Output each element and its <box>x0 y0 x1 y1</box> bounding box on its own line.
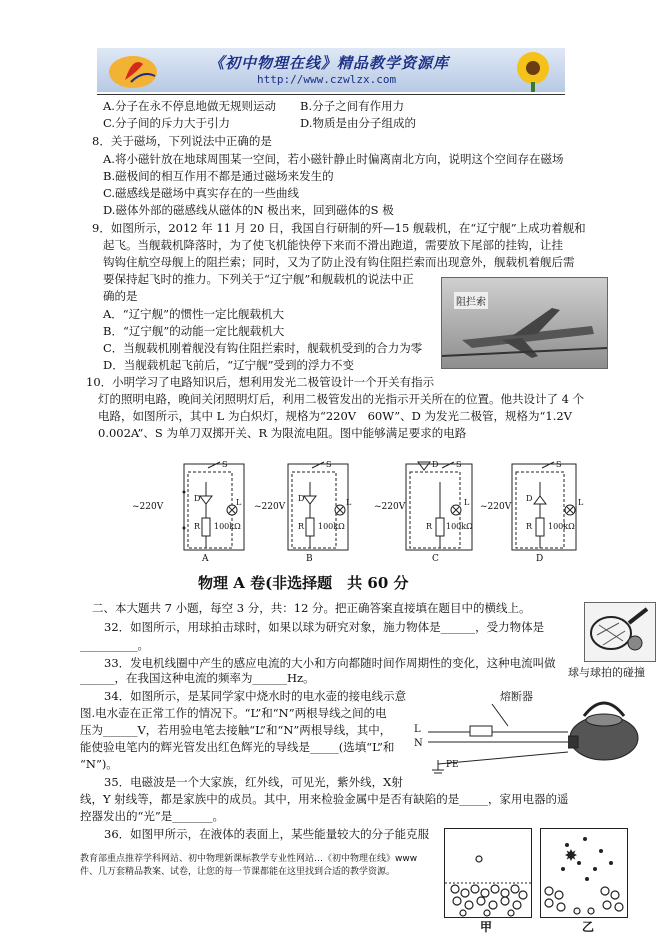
circuit-b-voltage: ~220V <box>254 502 286 512</box>
circuit-d-diagram <box>490 458 590 566</box>
q8-option-c: C.磁感线是磁场中真实存在的一些曲线 <box>103 186 300 200</box>
circuit-a-s: S <box>222 460 228 469</box>
q35-line3: 控器发出的“光”是_______。 <box>80 809 225 823</box>
molecules-jia-svg <box>445 829 531 917</box>
q34-line3: 压为______V，若用验电笔去接触“L”和“N”两根导线，其中， <box>80 723 392 737</box>
circuit-a-diagram <box>148 458 248 566</box>
logo-icon <box>103 50 193 90</box>
q9-option-a: A．“辽宁舰”的惯性一定比舰载机大 <box>103 307 285 321</box>
q9-option-b: B．“辽宁舰”的动能一定比舰载机大 <box>103 324 285 338</box>
q9-line2: 起飞。当舰载机降落时，为了使飞机能快停下来而不滑出跑道，需要放下尾部的挂钩，让挂 <box>103 238 563 252</box>
circuit-c-s: S <box>456 460 462 469</box>
header-title: 《初中物理在线》精品教学资源库 <box>209 54 450 72</box>
q10-line1: 10．小明学习了电路知识后，想利用发光二极管设计一个开关有指示 <box>86 375 435 389</box>
carrier-landing-photo <box>441 277 608 369</box>
circuit-c-d: D <box>432 460 439 469</box>
circuit-d-label: D <box>536 554 544 564</box>
sunflower-icon <box>501 48 565 92</box>
circuit-b-s: S <box>326 460 332 469</box>
circuit-a-voltage: ~220V <box>132 502 164 512</box>
q34-line1: 34．如图所示，是某同学家中烧水时的电水壶的接电线示意 <box>104 689 407 703</box>
circuit-d <box>480 458 590 570</box>
circuit-b-l: L <box>346 498 352 507</box>
footer-line2: 件、几万套精品教案、试卷，让您的每一节课都能在这里找到合适的教学资源。 <box>80 867 396 877</box>
q7-option-c: C.分子间的斥力大于引力 <box>103 116 231 130</box>
circuit-b-r: R <box>298 522 305 531</box>
fuse-label: 熔断器 <box>500 690 533 703</box>
q10-line4: 0.002A”、S 为单刀双掷开关、R 为限流电阻。图中能够满足要求的电路 <box>98 426 467 440</box>
pe-label: PE <box>446 760 459 770</box>
q10-line3: 电路，如图所示，其中 L 为白炽灯，规格为“220V 60W”、D 为发光二极管，规格为“1.2V <box>98 409 572 423</box>
photo-label: 阻拦索 <box>454 292 488 309</box>
q33-line2: ______，在我国这种电流的频率为______Hz。 <box>80 671 315 685</box>
circuit-c-label: C <box>432 554 439 564</box>
q34-line4: 能使验电笔内的辉光管发出红色辉光的导线是_____(选填“L”和 <box>80 740 395 754</box>
q8-option-b: B.磁极间的相互作用不都是通过磁场来发生的 <box>103 169 334 183</box>
header-url: http://www.czwlzx.com <box>257 73 397 86</box>
wire-l-label: L <box>414 724 421 735</box>
circuit-a-resistor: 100kΩ <box>214 522 241 531</box>
circuit-a-r: R <box>194 522 201 531</box>
racket-icon <box>585 603 655 661</box>
circuit-b-resistor: 100kΩ <box>318 522 345 531</box>
q36-line1: 36．如图甲所示，在液体的表面上，某些能量较大的分子能克服 <box>104 827 430 841</box>
circuit-c-voltage: ~220V <box>374 502 406 512</box>
kettle-wiring-diagram <box>408 686 656 780</box>
circuit-d-r: R <box>526 522 533 531</box>
label-jia: 甲 <box>480 920 493 934</box>
section-b-intro: 二、本大题共 7 小题，每空 3 分，共：12 分。把正确答案直接填在题目中的横线上。 <box>92 601 531 615</box>
circuit-c-diagram <box>380 458 480 566</box>
q9-option-d: D．当舰载机起飞前后，“辽宁舰”受到的浮力不变 <box>103 358 354 372</box>
circuit-c <box>374 458 480 570</box>
q32-caption: 球与球拍的碰撞 <box>568 666 645 679</box>
q9-line4: 要保持起飞时的推力。下列关于“辽宁舰”和舰载机的说法中正 <box>103 272 414 286</box>
circuit-c-resistor: 100kΩ <box>446 522 473 531</box>
q32-line2: __________。 <box>80 638 149 652</box>
molecules-yi-svg <box>541 829 627 917</box>
q9-option-c: C．当舰载机刚着舰没有钩住阻拦索时，舰载机受到的合力为零 <box>103 341 423 355</box>
q10-line2: 灯的照明电路，晚间关闭照明灯后，利用二极管发出的光指示开关所在的位置。他共设计了 4 个 <box>98 392 585 406</box>
q7-option-d: D.物质是由分子组成的 <box>300 116 416 130</box>
circuit-c-r: R <box>426 522 433 531</box>
q7-option-a: A.分子在永不停息地做无规则运动 <box>103 99 276 113</box>
circuit-c-l: L <box>464 498 470 507</box>
circuit-d-s: S <box>556 460 562 469</box>
q9-line1: 9．如图所示，2012 年 11 月 20 日，我国自行研制的歼—15 舰载机，在“辽宁舰”上成功着舰和 <box>92 221 586 235</box>
molecule-figure-yi <box>540 828 628 918</box>
circuit-b-diagram <box>260 458 360 566</box>
molecule-figure-jia <box>444 828 532 918</box>
circuit-d-resistor: 100kΩ <box>548 522 575 531</box>
q34-line2: 图.电水壶在正常工作的情况下。“L”和“N”两根导线之间的电 <box>80 706 387 720</box>
circuit-a <box>132 458 248 570</box>
footer-line1: 教育部重点推荐学科网站、初中物理新课标教学专业性网站…《初中物理在线》www <box>80 854 418 864</box>
circuit-d-l: L <box>578 498 584 507</box>
q32-line1: 32．如图所示，用球拍击球时，如果以球为研究对象，施力物体是______，受力物体是 <box>104 620 545 634</box>
q8-option-a: A.将小磁针放在地球周围某一空间，若小磁针静止时偏离南北方向，说明这个空间存在磁场 <box>103 152 564 166</box>
racket-ball-photo <box>584 602 656 662</box>
q7-option-b: B.分子之间有作用力 <box>300 99 405 113</box>
circuit-a-label: A <box>202 554 209 564</box>
circuit-b-label: B <box>306 554 313 564</box>
header-rule <box>97 94 565 95</box>
circuit-b-d: D <box>298 494 305 503</box>
header-banner <box>97 48 565 92</box>
circuit-a-d: D <box>194 494 201 503</box>
circuit-b <box>254 458 360 570</box>
q33-line1: 33．发电机线圈中产生的感应电流的大小和方向都随时间作周期性的变化，这种电流叫做 <box>104 656 556 670</box>
wire-n-label: N <box>414 738 423 749</box>
label-yi: 乙 <box>582 920 595 934</box>
circuit-d-d: D <box>526 494 533 503</box>
q9-line3: 钩钩住航空母舰上的阻拦索；同时，又为了防止没有钩住阻拦索而出现意外，舰载机着舰后需 <box>103 255 575 269</box>
section-b-heading: 物理 A 卷(非选择题 共 60 分 <box>198 574 409 592</box>
circuit-d-voltage: ~220V <box>480 502 512 512</box>
q8-stem: 8．关于磁场，下列说法中正确的是 <box>92 134 272 148</box>
q35-line2: 线，Y 射线等，都是家族中的成员。其中，用来检验金属中是否有缺陷的是_____，家用电器的遥 <box>80 792 569 806</box>
q34-line5: “N”)。 <box>80 757 118 771</box>
circuit-a-l: L <box>236 498 242 507</box>
q35-line1: 35．电磁波是一个大家族，红外线，可见光，紫外线，X射 <box>104 775 403 789</box>
q8-option-d: D.磁体外部的磁感线从磁体的N 极出来，回到磁体的S 极 <box>103 203 394 217</box>
q9-line5: 确的是 <box>103 289 138 303</box>
